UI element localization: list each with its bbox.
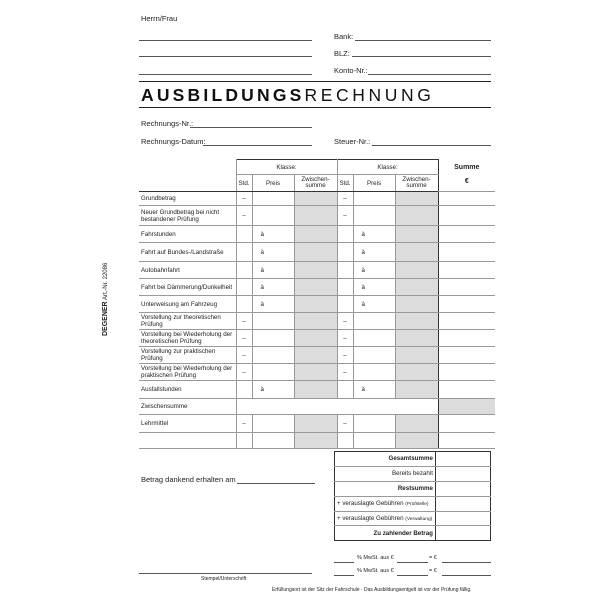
row-label: Vorstellung zur theoretischen Prüfung — [139, 313, 236, 330]
std-cell-2[interactable]: – — [337, 415, 353, 433]
received-label: Betrag dankend erhalten am — [141, 475, 236, 484]
totals-note: (Prüfstelle) — [405, 502, 429, 508]
title-bold: AUSBILDUNGS — [141, 85, 305, 105]
zwischen-cell-1[interactable] — [294, 364, 337, 381]
sum-cell[interactable] — [438, 226, 495, 243]
zwischen-cell-1[interactable] — [294, 226, 337, 243]
sum-label: Summe — [454, 164, 480, 172]
zwischen-cell-1[interactable] — [294, 243, 337, 262]
preis-cell-1[interactable]: à — [252, 226, 294, 243]
col-preis-2: Preis — [353, 175, 395, 192]
totals-row — [335, 452, 491, 467]
std-cell-2[interactable] — [337, 433, 353, 449]
zwischen-cell-2[interactable] — [395, 243, 438, 262]
preis-cell-2[interactable]: à — [353, 226, 395, 243]
table-row — [139, 364, 495, 381]
title-rule-top — [139, 81, 491, 82]
sum-cell[interactable] — [438, 313, 495, 330]
std-cell-2[interactable] — [337, 226, 353, 243]
zwischen-cell-2[interactable] — [395, 313, 438, 330]
totals-value-field[interactable] — [435, 496, 490, 511]
zwischen-cell-1[interactable] — [294, 381, 337, 399]
preis-cell-2[interactable] — [353, 415, 395, 433]
preis-cell-2[interactable]: à — [353, 279, 395, 296]
std-cell-1[interactable] — [236, 279, 252, 296]
stamp-label: Stempel/Unterschrift — [201, 576, 247, 582]
invoice-date-field[interactable] — [203, 145, 312, 146]
subtotal-row — [139, 399, 495, 415]
zwischen-cell-2[interactable] — [395, 415, 438, 433]
std-cell-1[interactable]: – — [236, 192, 252, 206]
preis-cell-1[interactable] — [252, 313, 294, 330]
std-cell-1[interactable]: – — [236, 347, 252, 364]
invoice-no-field[interactable] — [190, 127, 312, 128]
totals-value-field[interactable] — [435, 511, 490, 526]
std-cell-2[interactable]: – — [337, 364, 353, 381]
zwischen-cell-2[interactable] — [395, 206, 438, 226]
std-cell-1[interactable]: – — [236, 206, 252, 226]
zwischen-cell-2[interactable] — [395, 296, 438, 313]
preis-cell-2[interactable]: à — [353, 296, 395, 313]
konto-label: Konto-Nr.: — [334, 66, 368, 75]
totals-table — [334, 451, 491, 541]
sum-cell[interactable] — [438, 243, 495, 262]
zwischen-cell-1[interactable] — [294, 313, 337, 330]
preis-cell-1[interactable]: à — [252, 296, 294, 313]
std-cell-1[interactable]: – — [236, 330, 252, 347]
row-label: Grundbetrag — [139, 192, 236, 206]
totals-label-text: Gesamtsumme — [388, 455, 433, 463]
vat-amount-2[interactable] — [442, 575, 491, 576]
vat-rate-1[interactable] — [334, 562, 354, 563]
std-cell-2[interactable]: – — [337, 330, 353, 347]
recipient-label: Herrn/Frau — [141, 14, 178, 23]
sum-cell[interactable] — [438, 206, 495, 226]
row-label: Neuer Grundbetrag bei nicht bestandener Prüfung — [139, 206, 236, 226]
preis-cell-1[interactable] — [252, 415, 294, 433]
zwischen-cell-2[interactable] — [395, 226, 438, 243]
recipient-line-2[interactable] — [139, 56, 312, 57]
preis-cell-1[interactable]: à — [252, 243, 294, 262]
std-cell-2[interactable]: – — [337, 347, 353, 364]
std-cell-2[interactable] — [337, 279, 353, 296]
vat-base-1[interactable] — [397, 562, 428, 563]
sum-cell[interactable] — [438, 192, 495, 206]
table-row — [139, 243, 495, 262]
sum-cell[interactable] — [438, 296, 495, 313]
vat-base-2[interactable] — [397, 575, 428, 576]
row-label — [139, 433, 236, 449]
vat-eq-2: = € — [429, 568, 437, 574]
preis-cell-2[interactable] — [353, 433, 395, 449]
totals-label — [335, 452, 436, 467]
preis-cell-1[interactable] — [252, 192, 294, 206]
subtotal-sum-cell[interactable] — [438, 399, 495, 415]
document-title — [141, 85, 434, 106]
totals-row — [335, 481, 491, 496]
totals-value-field[interactable] — [435, 481, 490, 496]
row-label: Vorstellung bei Wiederholung der theoretischen Prüfung — [139, 330, 236, 347]
vat-amount-1[interactable] — [442, 562, 491, 563]
invoice-date-label: Rechnungs-Datum: — [141, 137, 206, 146]
table-row — [139, 279, 495, 296]
std-cell-1[interactable] — [236, 433, 252, 449]
preis-cell-2[interactable] — [353, 330, 395, 347]
totals-label-text: Restsumme — [397, 485, 433, 493]
row-label: Lehrmittel — [139, 415, 236, 433]
sum-cell[interactable] — [438, 381, 495, 399]
std-cell-1[interactable]: – — [236, 313, 252, 330]
table-row — [139, 433, 495, 449]
tax-no-label: Steuer-Nr.: — [334, 137, 371, 146]
konto-field[interactable] — [368, 74, 491, 75]
col-zwischen-2: Zwischen- summe — [395, 175, 438, 192]
sum-cell[interactable] — [438, 347, 495, 364]
preis-cell-1[interactable] — [252, 433, 294, 449]
preis-cell-1[interactable] — [252, 364, 294, 381]
col-std-2: Std. — [337, 175, 353, 192]
invoice-no-label: Rechnungs-Nr.: — [141, 119, 194, 128]
row-label: Autobahnfahrt — [139, 262, 236, 279]
std-cell-2[interactable] — [337, 243, 353, 262]
totals-label — [335, 466, 436, 481]
preis-cell-1[interactable]: à — [252, 262, 294, 279]
totals-row — [335, 466, 491, 481]
std-cell-2[interactable] — [337, 296, 353, 313]
std-cell-1[interactable]: – — [236, 364, 252, 381]
std-cell-1[interactable] — [236, 296, 252, 313]
recipient-line-1[interactable] — [139, 40, 312, 41]
preis-cell-2[interactable]: à — [353, 243, 395, 262]
vat-label-2: % MwSt. aus € — [357, 568, 394, 574]
table-row — [139, 381, 495, 399]
zwischen-cell-2[interactable] — [395, 262, 438, 279]
zwischen-cell-1[interactable] — [294, 415, 337, 433]
totals-row — [335, 496, 491, 511]
zwischen-cell-1[interactable] — [294, 206, 337, 226]
invoice-table — [139, 159, 495, 449]
vat-eq-1: = € — [429, 555, 437, 561]
col-std-1: Std. — [236, 175, 252, 192]
brand-name: DEGENER — [102, 301, 109, 336]
row-label: Fahrt bei Dämmerung/Dunkelheit — [139, 279, 236, 296]
totals-label — [335, 526, 436, 541]
zwischen-cell-1[interactable] — [294, 296, 337, 313]
totals-label-text: Bereits bezahlt — [391, 470, 433, 478]
table-row — [139, 347, 495, 364]
totals-label-text: Zu zahlender Betrag — [373, 529, 433, 537]
std-cell-2[interactable]: – — [337, 206, 353, 226]
row-label: Unterweisung am Fahrzeug — [139, 296, 236, 313]
currency-label: € — [464, 178, 469, 186]
totals-row — [335, 526, 491, 541]
zwischen-cell-2[interactable] — [395, 364, 438, 381]
recipient-line-3[interactable] — [139, 74, 312, 75]
preis-cell-2[interactable]: à — [353, 262, 395, 279]
col-zwischen-1: Zwischen- summe — [294, 175, 337, 192]
sum-header — [438, 160, 495, 192]
sum-cell[interactable] — [438, 262, 495, 279]
subtotal-blank — [236, 399, 438, 415]
zwischen-cell-2[interactable] — [395, 347, 438, 364]
vat-label-1: % MwSt. aus € — [357, 555, 394, 561]
sum-cell[interactable] — [438, 364, 495, 381]
std-cell-1[interactable] — [236, 243, 252, 262]
preis-cell-2[interactable] — [353, 192, 395, 206]
row-label: Vorstellung zur praktischen Prüfung — [139, 347, 236, 364]
totals-label-text: + verauslagte Gebühren — [337, 500, 404, 508]
subtotal-label: Zwischensumme — [139, 399, 236, 415]
std-cell-2[interactable]: – — [337, 192, 353, 206]
row-label: Fahrstunden — [139, 226, 236, 243]
preis-cell-2[interactable] — [353, 364, 395, 381]
table-row — [139, 262, 495, 279]
row-label: Ausfallstunden — [139, 381, 236, 399]
preis-cell-2[interactable] — [353, 313, 395, 330]
zwischen-cell-1[interactable] — [294, 330, 337, 347]
sum-cell[interactable] — [438, 415, 495, 433]
side-article-label — [102, 263, 109, 336]
sum-cell[interactable] — [438, 330, 495, 347]
zwischen-cell-1[interactable] — [294, 262, 337, 279]
zwischen-cell-2[interactable] — [395, 381, 438, 399]
std-cell-2[interactable] — [337, 381, 353, 399]
blz-field[interactable] — [352, 56, 491, 57]
tax-no-field[interactable] — [372, 145, 491, 146]
std-cell-1[interactable]: – — [236, 415, 252, 433]
article-number: Art.-Nr. 22086 — [103, 262, 109, 302]
received-date-field[interactable] — [237, 483, 315, 484]
preis-cell-1[interactable]: à — [252, 279, 294, 296]
table-row — [139, 206, 495, 226]
sum-cell[interactable] — [438, 433, 495, 449]
footer-note: Erfüllungsort ist der Sitz der Fahrschule · Das Ausbildungsentgelt ist vor der Prüfung fällig. — [272, 587, 472, 593]
totals-label-text: + verauslagte Gebühren — [337, 515, 404, 522]
bank-field[interactable] — [355, 40, 491, 41]
class-header-2: Klasse: — [337, 160, 438, 175]
row-label: Fahrt auf Bundes-/Landstraße — [139, 243, 236, 262]
totals-note: (Verwaltung) — [405, 517, 433, 522]
blz-label: BLZ: — [334, 49, 350, 58]
std-cell-1[interactable] — [236, 381, 252, 399]
table-row — [139, 313, 495, 330]
table-row — [139, 296, 495, 313]
std-cell-1[interactable] — [236, 226, 252, 243]
col-preis-1: Preis — [252, 175, 294, 192]
preis-cell-2[interactable] — [353, 347, 395, 364]
bank-label: Bank: — [334, 32, 354, 41]
std-cell-2[interactable] — [337, 262, 353, 279]
table-row — [139, 226, 495, 243]
zwischen-cell-1[interactable] — [294, 279, 337, 296]
preis-cell-2[interactable]: à — [353, 381, 395, 399]
totals-label — [335, 511, 436, 526]
zwischen-cell-2[interactable] — [395, 433, 438, 449]
zwischen-cell-1[interactable] — [294, 347, 337, 364]
totals-value-field[interactable] — [435, 452, 490, 467]
preis-cell-1[interactable] — [252, 206, 294, 226]
totals-row — [335, 511, 491, 526]
preis-cell-1[interactable] — [252, 347, 294, 364]
table-row — [139, 330, 495, 347]
totals-value-field[interactable] — [435, 466, 490, 481]
totals-label — [335, 481, 436, 496]
totals-label — [335, 496, 436, 511]
vat-rate-2[interactable] — [334, 575, 354, 576]
preis-cell-1[interactable] — [252, 330, 294, 347]
zwischen-cell-2[interactable] — [395, 330, 438, 347]
std-cell-2[interactable]: – — [337, 313, 353, 330]
totals-value-field[interactable] — [435, 526, 490, 541]
class-header-1: Klasse: — [236, 160, 337, 175]
table-row — [139, 415, 495, 433]
std-cell-1[interactable] — [236, 262, 252, 279]
title-rule-bottom — [139, 107, 491, 108]
title-light: RECHNUNG — [304, 85, 435, 105]
sum-cell[interactable] — [438, 279, 495, 296]
preis-cell-1[interactable]: à — [252, 381, 294, 399]
signature-line[interactable] — [139, 573, 312, 574]
row-label: Vorstellung bei Wiederholung der praktischen Prüfung — [139, 364, 236, 381]
zwischen-cell-2[interactable] — [395, 279, 438, 296]
zwischen-cell-1[interactable] — [294, 433, 337, 449]
zwischen-cell-2[interactable] — [395, 192, 438, 206]
table-row — [139, 192, 495, 206]
preis-cell-2[interactable] — [353, 206, 395, 226]
zwischen-cell-1[interactable] — [294, 192, 337, 206]
